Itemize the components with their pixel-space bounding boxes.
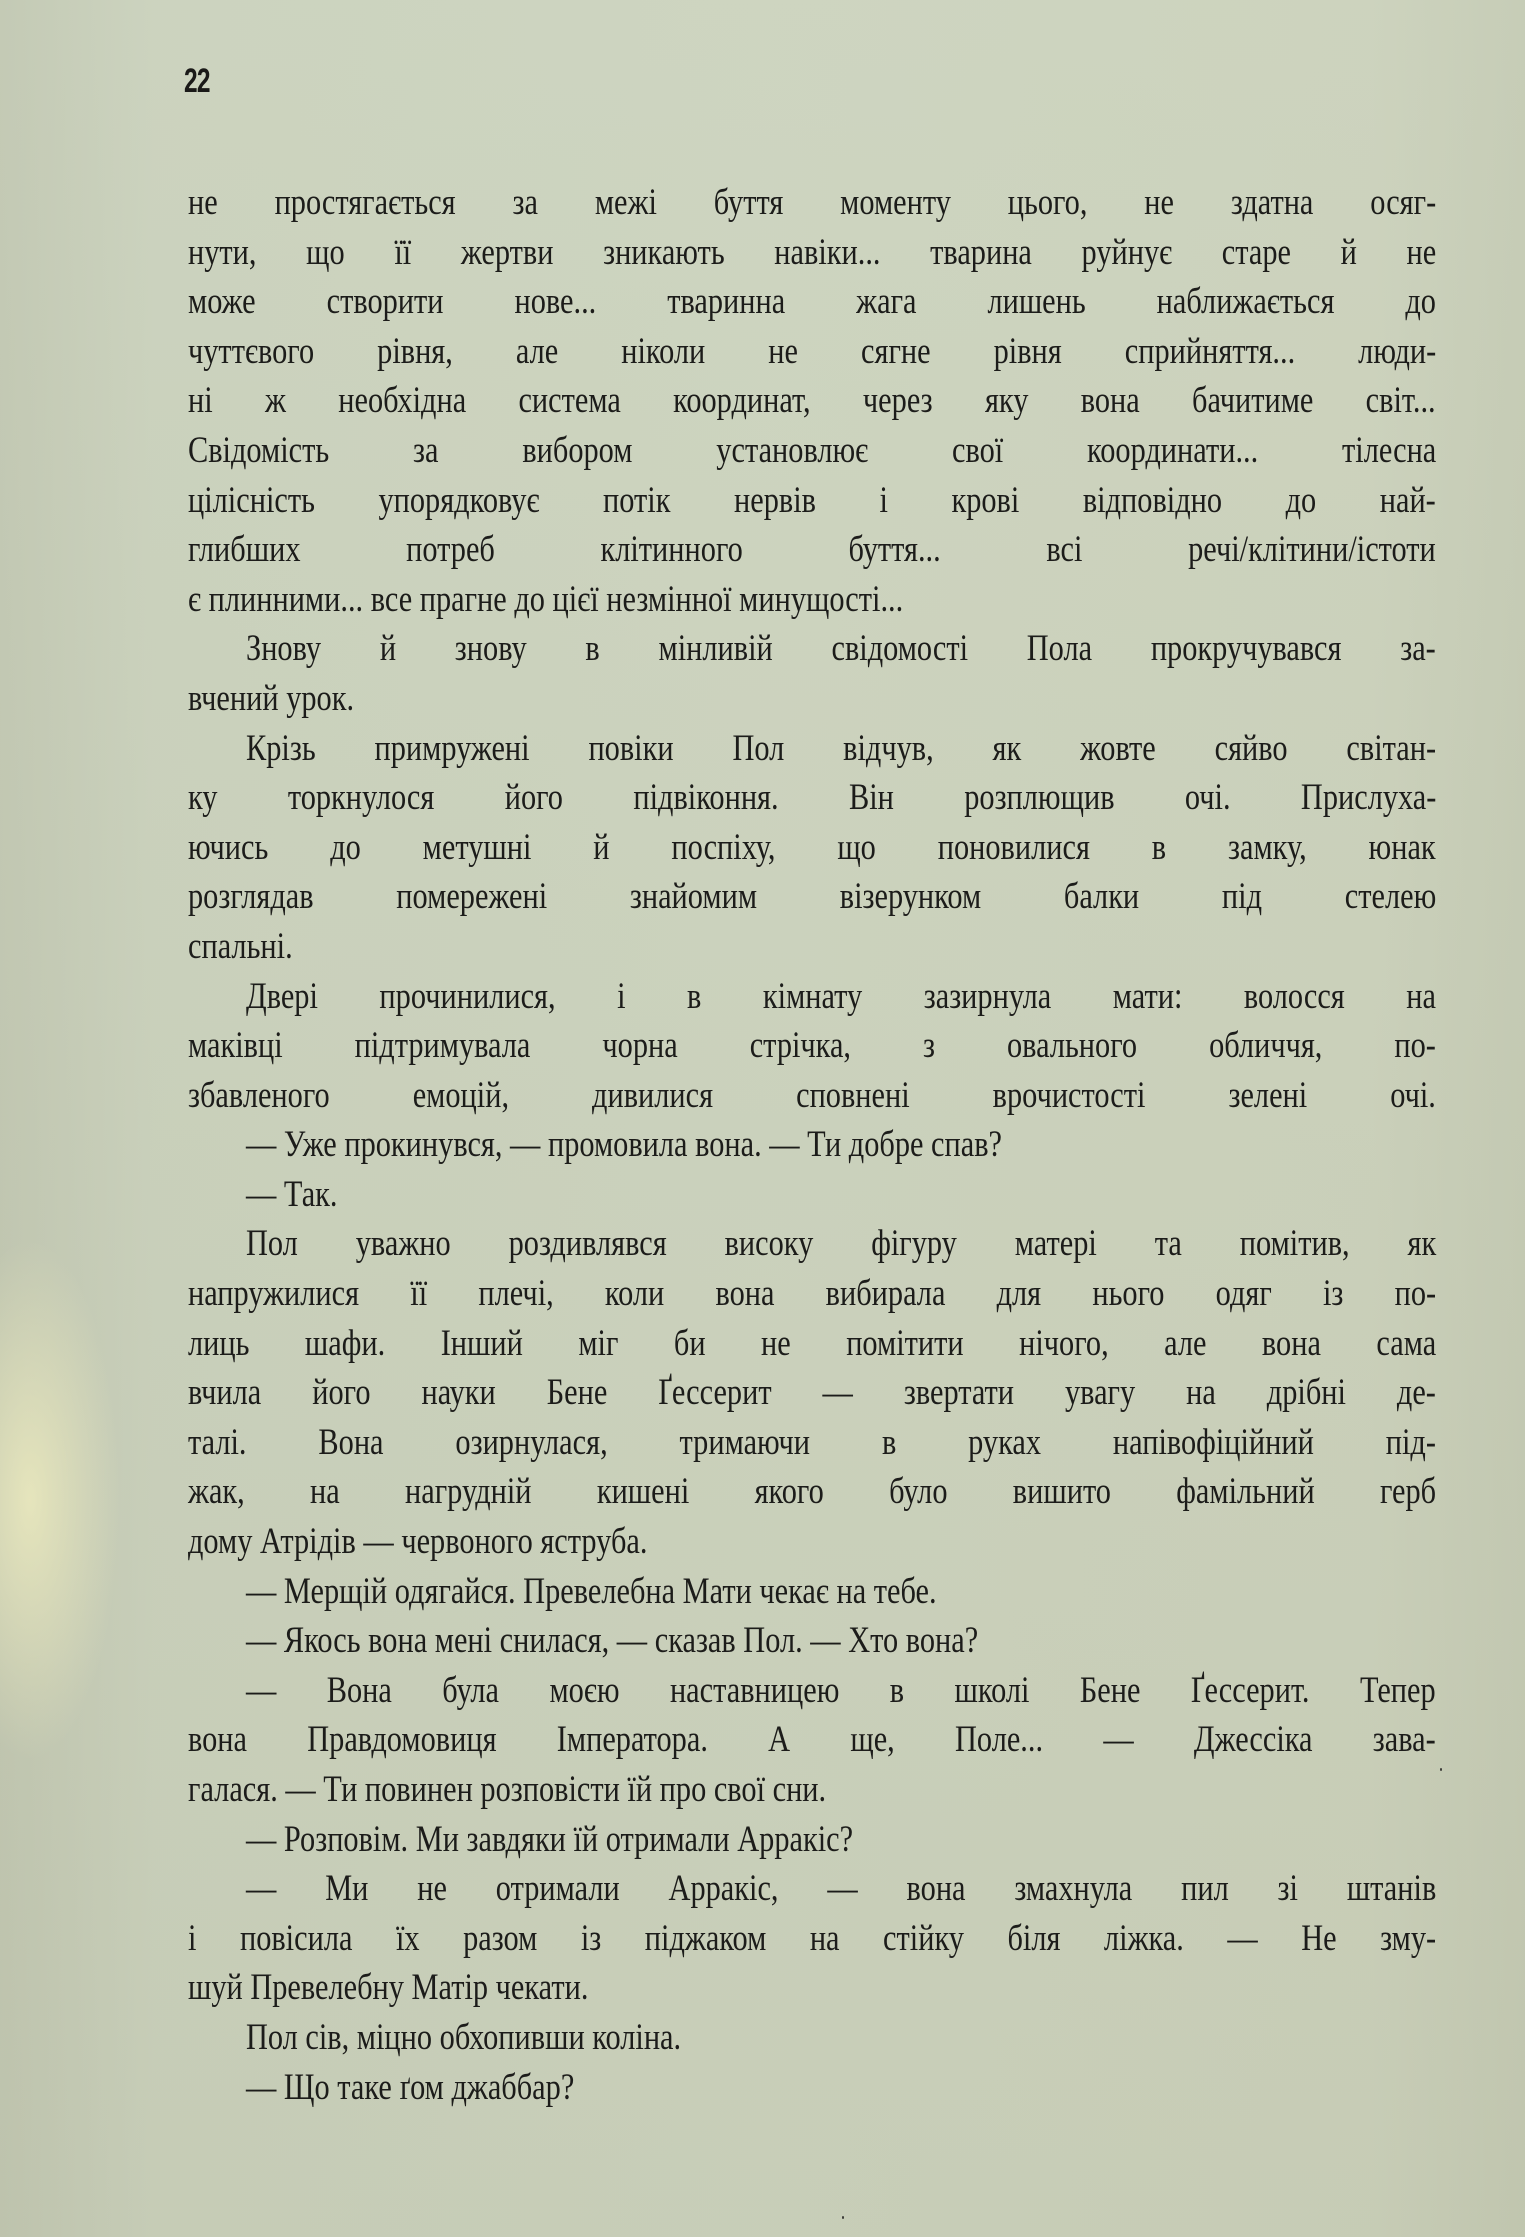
line-text: напружилися її плечі, коли вона вибирала для нього одяг із по- <box>188 1273 1437 1315</box>
line-text: цілісність упорядковує потік нервів і крові відповідно до най- <box>188 479 1436 521</box>
paragraph-first-line <box>188 1219 1436 1269</box>
text-line <box>188 178 1436 228</box>
line-text: вона Правдомовиця Імператора. А ще, Поле... — Джессіка зава- <box>188 1719 1436 1761</box>
paragraph-first-line <box>188 2063 1436 2113</box>
text-line <box>188 922 1436 972</box>
paragraph-first-line <box>188 1170 1436 1220</box>
line-text: може створити нове... тваринна жага лишень наближається до <box>188 281 1436 323</box>
paragraph-first-line <box>188 724 1436 774</box>
line-text: — Розповім. Ми завдяки їй отримали Арракіс? <box>246 1818 854 1860</box>
line-text: вчений урок. <box>188 677 355 719</box>
text-line <box>188 1071 1436 1121</box>
line-text: талі. Вона озирнулася, тримаючи в руках напівофіційний під- <box>188 1421 1436 1463</box>
page-number: 22 <box>184 62 210 100</box>
line-text: і повісила їх разом із піджаком на стійку біля ліжка. — Не зму- <box>188 1917 1437 1959</box>
line-text: — Так. <box>246 1173 338 1215</box>
paragraph-first-line <box>188 1567 1436 1617</box>
line-text: збавленого емоцій, дивилися сповнені врочистості зелені очі. <box>188 1074 1436 1116</box>
paragraph-first-line <box>188 1616 1436 1666</box>
text-line <box>188 773 1436 823</box>
text-line <box>188 1963 1436 2013</box>
text-line <box>188 476 1436 526</box>
line-text: Знову й знову в мінливій свідомості Пола прокручувався за- <box>246 628 1436 670</box>
line-text: дому Атрідів — червоного яструба. <box>188 1521 648 1563</box>
line-text: жак, на нагрудній кишені якого було вишито фамільний герб <box>188 1471 1437 1513</box>
text-line <box>188 1715 1436 1765</box>
text-line <box>188 872 1436 922</box>
line-text: Свідомість за вибором установлює свої координати... тілесна <box>188 429 1437 471</box>
line-text: Пол сів, міцно обхопивши коліна. <box>246 2016 682 2058</box>
paragraph-first-line <box>188 1120 1436 1170</box>
text-line <box>188 1418 1436 1468</box>
line-text: маківці підтримувала чорна стрічка, з овального обличчя, по- <box>188 1025 1436 1067</box>
text-line <box>188 1368 1436 1418</box>
line-text: вчила його науки Бене Ґессерит — звертати увагу на дрібні де- <box>188 1372 1436 1414</box>
text-line <box>188 1319 1436 1369</box>
line-text: — Уже прокинувся, — промовила вона. — Ти добре спав? <box>246 1124 1003 1166</box>
line-text: Пол уважно роздивлявся високу фігуру матері та помітив, як <box>246 1223 1437 1265</box>
paragraph-first-line <box>188 2013 1436 2063</box>
line-text: галася. — Ти повинен розповісти їй про свої сни. <box>188 1769 827 1810</box>
line-text: не простягається за межі буття моменту цього, не здатна осяг- <box>188 182 1437 223</box>
line-text: чуттєвого рівня, але ніколи не сягне рівня сприйняття... люди- <box>188 330 1437 372</box>
line-text: ні ж необхідна система координат, через яку вона бачитиме світ... <box>188 380 1436 422</box>
text-line <box>188 1914 1436 1964</box>
line-text: спальні. <box>188 925 293 967</box>
line-text: — Мерщій одягайся. Превелебна Мати чекає на тебе. <box>246 1570 937 1612</box>
line-text: є плинними... все прагне до цієї незмінної минущості... <box>188 578 904 620</box>
line-text: Двері прочинилися, і в кімнату зазирнула мати: волосся на <box>246 975 1436 1017</box>
line-text: — Ми не отримали Арракіс, — вона змахнула пил зі штанів <box>246 1868 1437 1910</box>
line-text: шуй Превелебну Матір чекати. <box>188 1967 589 2009</box>
paper-speck <box>1440 1768 1442 1771</box>
paragraph-first-line <box>188 972 1436 1022</box>
text-line <box>188 1269 1436 1319</box>
text-line <box>188 1517 1436 1567</box>
paragraph-first-line <box>188 1864 1436 1914</box>
line-text: ку торкнулося його підвіконня. Він розплющив очі. Прислуха- <box>188 777 1437 819</box>
text-line <box>188 277 1436 327</box>
line-text: — Що таке ґом джаббар? <box>246 2066 575 2108</box>
line-text: нути, що її жертви зникають навіки... тварина руйнує старе й не <box>188 231 1437 273</box>
line-text: Крізь примружені повіки Пол відчув, як жовте сяйво світан- <box>246 727 1437 769</box>
body-text <box>188 178 1436 2112</box>
line-text: глибших потреб клітинного буття... всі речі/клітини/істоти <box>188 529 1436 571</box>
line-text: — Якось вона мені снилася, — сказав Пол. — Хто вона? <box>246 1620 979 1662</box>
text-line <box>188 525 1436 575</box>
line-text: лиць шафи. Інший міг би не помітити нічого, але вона сама <box>188 1322 1437 1364</box>
text-line <box>188 376 1436 426</box>
paper-speck <box>842 2216 844 2219</box>
paragraph-first-line <box>188 1666 1436 1716</box>
text-line <box>188 575 1436 625</box>
text-line <box>188 1765 1436 1815</box>
line-text: — Вона була моєю наставницею в школі Бене Ґессерит. Тепер <box>246 1669 1436 1711</box>
text-line <box>188 327 1436 377</box>
text-line <box>188 228 1436 278</box>
text-line <box>188 674 1436 724</box>
text-line <box>188 1021 1436 1071</box>
text-line <box>188 1467 1436 1517</box>
text-line <box>188 426 1436 476</box>
paragraph-first-line <box>188 624 1436 674</box>
line-text: розглядав помережені знайомим візерунком балки під стелею <box>188 876 1437 918</box>
paragraph-first-line <box>188 1815 1436 1865</box>
text-line <box>188 823 1436 873</box>
line-text: ючись до метушні й поспіху, що поновилися в замку, юнак <box>188 826 1436 868</box>
